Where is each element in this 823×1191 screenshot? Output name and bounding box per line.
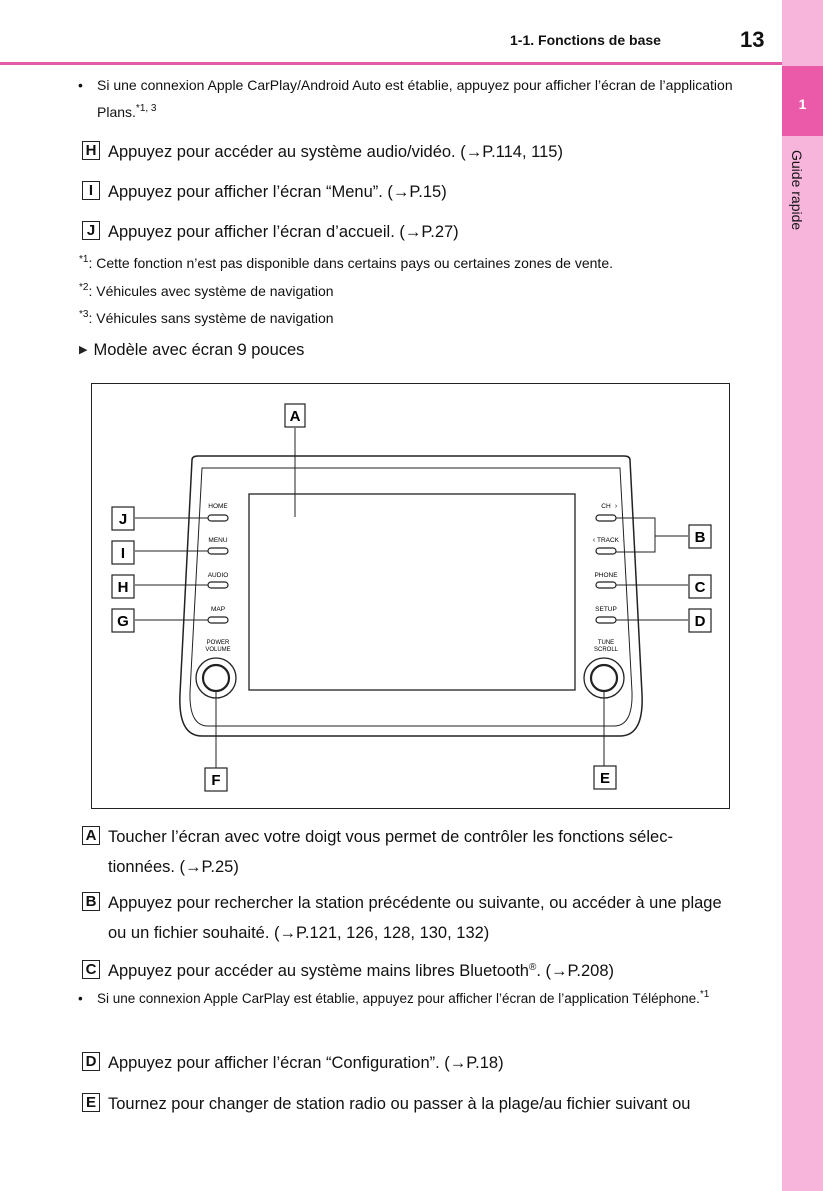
ch-chevron-icon: ›: [614, 503, 618, 510]
tune-scroll-knob: [591, 665, 617, 691]
phone-button-label: PHONE: [594, 572, 618, 579]
item-e: [82, 1089, 737, 1119]
footnote-mark: *3: [79, 309, 89, 320]
callout-j: [112, 507, 134, 530]
touch-screen: [249, 494, 575, 690]
footnote-text: : Cette fonction n’est pas disponible dans certains pays ou certaines zones de vente.: [88, 255, 613, 271]
letter-box-b: B: [82, 892, 100, 911]
item-c-bullet: [78, 985, 738, 1012]
letter-box-c: C: [82, 960, 100, 979]
svg-text:D: D: [694, 613, 706, 630]
footnote-mark: *2: [79, 282, 89, 293]
intro-bullet-sup: *1, 3: [135, 103, 157, 114]
letter-box-d: D: [82, 1052, 100, 1071]
item-h-text: Appuyez pour accéder au système audio/vidéo. (→P.114, 115): [108, 143, 563, 161]
intro-bullet: [78, 72, 738, 126]
callout-d: [689, 609, 711, 632]
model-heading: [79, 341, 304, 360]
callout-i: [112, 541, 134, 564]
footnote-mark: *1: [79, 254, 89, 265]
letter-box-i: I: [82, 181, 100, 200]
bullet-dot: •: [78, 77, 83, 93]
power-knob-label: POWER: [206, 640, 230, 646]
footnote-3: [79, 310, 334, 326]
tune-knob-label: TUNE: [597, 640, 615, 646]
ch-button-label: CH: [601, 503, 611, 510]
item-d-text: Appuyez pour afficher l’écran “Configuration”. (→P.18): [108, 1054, 504, 1072]
callout-e: [594, 766, 616, 789]
item-j-text: Appuyez pour afficher l’écran d’accueil. (→P.27): [108, 223, 459, 241]
footnote-text: : Véhicules avec système de navigation: [88, 283, 334, 299]
letter-box-a: A: [82, 826, 100, 845]
letter-box-j: J: [82, 221, 100, 240]
item-b: [82, 888, 737, 948]
audio-button: [208, 582, 228, 588]
power-volume-knob: [203, 665, 229, 691]
side-chapter-number: 1: [798, 96, 807, 112]
header-divider: [0, 62, 782, 65]
svg-text:G: G: [117, 613, 129, 630]
footnote-text: : Véhicules sans système de navigation: [88, 310, 334, 326]
model-heading-text: Modèle avec écran 9 pouces: [93, 341, 305, 359]
registered-mark: ®: [528, 962, 537, 973]
item-c-ref: . (→P.208): [536, 962, 615, 980]
menu-button-label: MENU: [208, 537, 228, 544]
svg-text:C: C: [694, 579, 706, 596]
item-b-text: Appuyez pour rechercher la station précédente ou suivante, ou accéder à une plage ou un fichier souhaité. (→P.121, 126, 128, 130, 132): [108, 894, 722, 942]
bullet-dot: •: [78, 991, 83, 1006]
setup-button-label: SETUP: [595, 606, 617, 613]
svg-text:F: F: [211, 772, 221, 789]
callout-b: [689, 525, 711, 548]
svg-text:E: E: [599, 770, 611, 787]
audio-button-label: AUDIO: [207, 572, 229, 579]
item-i-text: Appuyez pour afficher l’écran “Menu”. (→P.15): [108, 183, 447, 201]
callout-g: [112, 609, 134, 632]
leader-b: [616, 518, 655, 552]
phone-button: [596, 582, 616, 588]
item-h: [82, 137, 737, 167]
footnote-1: [79, 255, 613, 271]
triangle-icon: ▶: [79, 344, 88, 356]
item-i: [82, 177, 737, 207]
item-e-text: Tournez pour changer de station radio ou passer à la plage/au fichier suivant ou: [108, 1095, 691, 1113]
home-button-label: HOME: [208, 503, 228, 510]
callout-a: [285, 404, 305, 427]
intro-bullet-text: Si une connexion Apple CarPlay/Android Auto est établie, appuyez pour afficher l’écran de l’application Plans.: [97, 77, 733, 120]
item-j: [82, 217, 737, 247]
menu-button: [208, 548, 228, 554]
svg-text:I: I: [120, 545, 126, 562]
scroll-knob-label: SCROLL: [593, 647, 619, 653]
track-button: [596, 548, 616, 554]
svg-text:J: J: [118, 511, 128, 528]
ch-button: [596, 515, 616, 521]
volume-knob-label: VOLUME: [205, 647, 231, 653]
svg-text:B: B: [694, 529, 706, 546]
track-chevron-icon: ‹: [592, 537, 596, 544]
side-tab-label: Guide rapide: [789, 150, 805, 231]
item-c-bullet-text: Si une connexion Apple CarPlay est établie, appuyez pour afficher l’écran de l’application Téléphone.: [97, 991, 700, 1006]
svg-text:H: H: [117, 579, 129, 596]
map-button: [208, 617, 228, 623]
item-d: [82, 1048, 737, 1078]
callout-f: [205, 768, 227, 791]
page-number: 13: [740, 27, 765, 52]
svg-text:A: A: [289, 408, 301, 425]
head-unit-figure: [91, 383, 730, 809]
footnote-2: [79, 283, 334, 299]
letter-box-e: E: [82, 1093, 100, 1112]
track-button-label: TRACK: [596, 537, 620, 544]
map-button-label: MAP: [210, 606, 226, 613]
item-c-text: Appuyez pour accéder au système mains libres Bluetooth: [108, 962, 529, 980]
setup-button: [596, 617, 616, 623]
callout-h: [112, 575, 134, 598]
letter-box-h: H: [82, 141, 100, 160]
callout-c: [689, 575, 711, 598]
item-a-text: Toucher l’écran avec votre doigt vous permet de contrôler les fonctions sélec-tionnées. (→P.25): [108, 828, 673, 876]
item-c-bullet-sup: *1: [699, 989, 710, 1000]
item-c: [82, 956, 737, 986]
item-a: [82, 822, 737, 882]
home-button: [208, 515, 228, 521]
header-title: 1-1. Fonctions de base: [510, 32, 661, 48]
